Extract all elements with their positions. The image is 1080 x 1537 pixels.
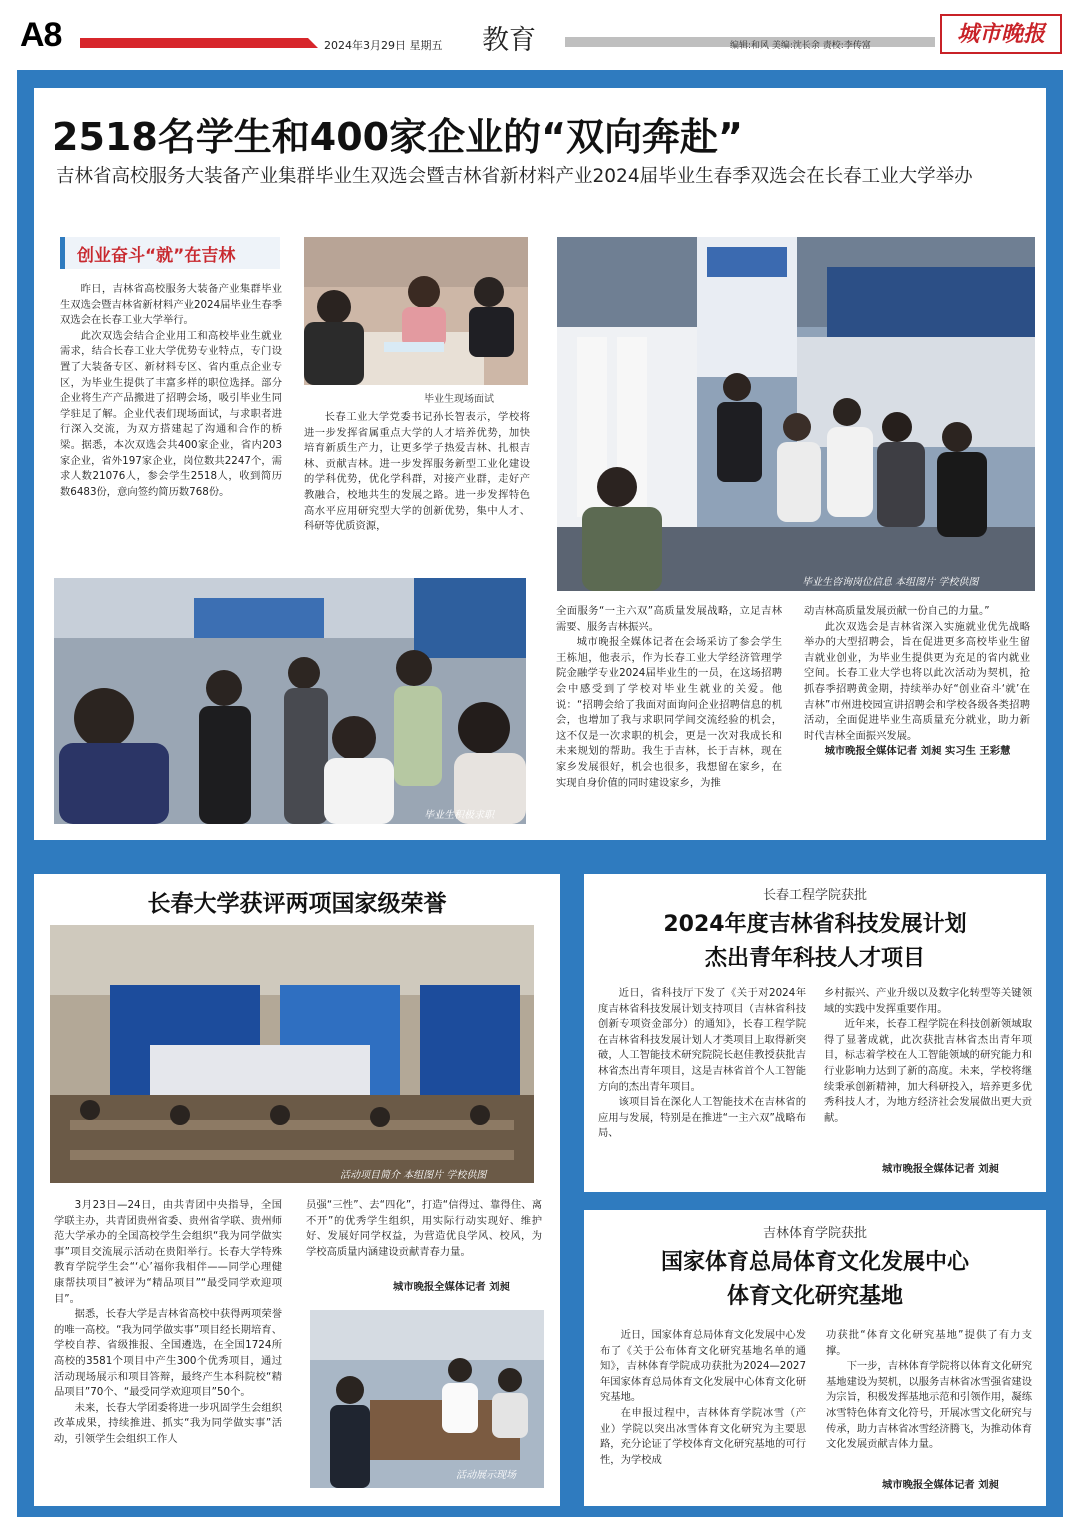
paragraph: 乡村振兴、产业升级以及数字化转型等关键领域的实践中发挥重要作用。 [824, 987, 1032, 1015]
cu-column-2 [306, 1198, 542, 1260]
photo-interview-image [304, 237, 528, 385]
photo-students-caption: 毕业生积极求职 [424, 810, 494, 821]
red-rule [80, 38, 308, 48]
paragraph: 此次双选会结合企业用工和高校毕业生就业需求，结合长春工业大学优势专业特点，专门设置了大装备专区、新材料专区、省内重点企业专区，为毕业生提供了丰富多样的职位选择。部分企业将生产产品搬进了招聘会场，吸引毕业生同学驻足了解。企业代表们现场面试，与求职者进行深入交流，为双方搭建起了沟通和合作的桥梁。据悉，本次双选会共400家企业，省内203家企业，省外197家企业，岗位数共2247个，需求人数21076人，参会学生2518人，收到简历数6483份，意向签约简历数768份。 [60, 329, 282, 498]
cu-column-1 [54, 1198, 282, 1448]
lead-headline: 2518名学生和400家企业的“双向奔赴” [52, 115, 744, 159]
sport-byline: 城市晚报全媒体记者 刘昶 [882, 1479, 999, 1491]
photo-cu-event [50, 925, 534, 1183]
page-number: A8 [20, 16, 62, 54]
paragraph: 该项目旨在深化人工智能技术在吉林省的应用与发展，特别是在推进“一主六双”战略布局、 [598, 1096, 806, 1140]
sport-headline-line-2: 体育文化研究基地 [726, 1284, 903, 1309]
cu-byline: 城市晚报全媒体记者 刘昶 [393, 1281, 510, 1293]
lead-kicker-text: 创业奋斗“就”在吉林 [77, 246, 236, 266]
section-name: 教育 [482, 25, 536, 56]
paragraph: 在申报过程中，吉林体育学院冰雪（产业）学院以突出冰雪体育文化研究为主要思路，充分论证了学校体育文化研究基地的可行性，为学校成 [600, 1406, 806, 1466]
photo-interview [304, 237, 528, 385]
paragraph: 近日，省科技厅下发了《关于对2024年度吉林省科技发展计划支持项目（吉林省科技创新专项资金部分）的通知》，长春工程学院在吉林省科技发展计划人才类项目上取得新突破，人工智能技术研究院院长赵佳教授获批吉林省杰出青年项目，这是吉林省首个人工智能方向的杰出青年项目。 [598, 987, 806, 1093]
paragraph: 近日，国家体育总局体育文化发展中心发布了《关于公布体育文化研究基地名单的通知》，吉林体育学院成功获批为2024—2027年国家体育总局体育文化发展中心体育文化研究基地。 [600, 1329, 806, 1404]
lead-column-2 [304, 410, 530, 535]
eng-headline-line-1: 2024年度吉林省科技发展计划 [663, 912, 967, 937]
sport-headline-line-1: 国家体育总局体育文化发展中心 [660, 1250, 969, 1275]
photo-job-fair-image [557, 237, 1035, 591]
eng-column-2 [824, 986, 1032, 1126]
photo-cu-event-image [50, 925, 534, 1183]
issue-date: 2024年3月29日 星期五 [324, 39, 443, 52]
paragraph: 未来，长春大学团委将进一步巩固学生会组织改革成果，持续推进、抓实“我为同学做实事”活动，引领学生会组织工作人 [54, 1401, 282, 1445]
editor-credits: 编辑:和风 美编:沈长余 责校:李传富 [730, 41, 871, 51]
paragraph: 长春工业大学党委书记孙长智表示，学校将进一步发挥省属重点大学的人才培养优势，加快培育新质生产力，让更多学子热爱吉林、扎根吉林、贡献吉林。进一步发挥服务新型工业化建设的学科优势，优化学科群，对接产业群，走好产教融合，校地共生的发展之路。进一步发挥特色高水平应用研究型大学的创新优势，集中人才、科研等优质资源， [304, 411, 530, 533]
eng-byline: 城市晚报全媒体记者 刘昶 [882, 1163, 999, 1175]
newspaper-logo: 城市晚报 [940, 14, 1062, 54]
paragraph: 功获批“体育文化研究基地”提供了有力支撑。 [826, 1329, 1032, 1357]
cu-headline: 长春大学获评两项国家级荣誉 [147, 891, 447, 917]
paragraph: 城市晚报全媒体记者在会场采访了参会学生王栋旭，他表示，作为长春工业大学经济管理学院金融学专业2024届毕业生的一员，在这场招聘会中感受到了学校对毕业生就业的关爱。他说：“招聘会给了我面对面询问企业招聘信息的机会，也增加了我与求职同学间交流经验的机会，这不仅是一次求职的机会，更是一次对我成长和未来规划的帮助。我生于吉林，长于吉林，现在家乡发展很好，机会也很多，我想留在家乡，在实现自身价值的同时建设家乡，为推 [556, 636, 782, 789]
sport-kicker: 吉林体育学院获批 [762, 1226, 867, 1241]
photo-cu-event-caption: 活动项目简介 本组图片 学校供图 [340, 1170, 487, 1181]
photo-job-fair-hall [557, 237, 1035, 591]
photo-cu-exhibit-image [310, 1310, 544, 1488]
lead-column-4 [804, 604, 1030, 760]
paragraph: 3月23日—24日，由共青团中央指导，全国学联主办，共青团贵州省委、贵州省学联、贵州师范大学承办的全国高校学生会组织“我为同学做实事”项目交流展示活动在贵阳举行。长春大学特殊教育学院学生会“‘心’福你我相伴——同学心理健康帮扶项目”被评为“精品项目”“最受同学欢迎项目”。 [54, 1199, 282, 1305]
photo-job-fair-caption: 毕业生咨询岗位信息 本组图片 学校供图 [802, 577, 979, 588]
paragraph: 此次双选会是吉林省深入实施就业优先战略举办的大型招聘会，旨在促进更多高校毕业生留吉就业创业，为毕业生提供更为充足的省内就业空间。长春工业大学也将以此次活动为契机，抢抓春季招聘黄金期，持续举办好“创业奋斗‘就’在吉林”市州进校园宣讲招聘会和学校各级各类招聘活动，全面促进毕业生高质量充分就业，助力新时代吉林全面振兴发展。 [804, 620, 1030, 742]
lead-kicker [60, 237, 280, 269]
paragraph: 下一步，吉林体育学院将以体育文化研究基地建设为契机，以服务吉林省冰雪强省建设为宗旨，积极发挥基地示范和引领作用，凝练冰雪特色体育文化符号，开展冰雪文化研究与传承，助力吉林省冰雪经济腾飞，为推动体育文化发展贡献吉体力量。 [826, 1360, 1032, 1451]
masthead [0, 0, 1080, 68]
eng-column-1 [598, 986, 806, 1142]
sport-column-2 [826, 1328, 1032, 1453]
photo-cu-exhibit [310, 1310, 544, 1488]
paragraph: 动吉林高质量发展贡献一份自己的力量。” [804, 605, 990, 617]
photo-students-crowd [54, 578, 526, 824]
lead-subhead: 吉林省高校服务大装备产业集群毕业生双选会暨吉林省新材料产业2024届毕业生春季双选会在长春工业大学举办 [56, 166, 973, 187]
photo-students-image [54, 578, 526, 824]
paragraph: 全面服务“一主六双”高质量发展战略，立足吉林需要、服务吉林振兴。 [556, 605, 782, 633]
paragraph: 据悉，长春大学是吉林省高校中获得两项荣誉的唯一高校。“我为同学做实事”项目经长期培育、学校自荐、省级推报、全国遴选，在全国1724所高校的3581个项目中产生300个优秀项目，通过活动现场展示和项目答辩，最终产生本科院校“精品项目”70个、“最受同学欢迎项目”50个。 [54, 1308, 282, 1399]
eng-headline-line-2: 杰出青年科技人才项目 [704, 946, 925, 971]
photo-interview-caption: 毕业生现场面试 [424, 394, 494, 405]
paragraph: 员强“三性”、去“四化”，打造“信得过、靠得住、离不开”的优秀学生组织，用实际行动实现好、维护好、发展好同学权益，为营造优良学风、校风，为学校高质量内涵建设贡献青春力量。 [306, 1199, 542, 1258]
lead-column-3 [556, 604, 782, 791]
sport-column-1 [600, 1328, 806, 1468]
photo-cu-exhibit-caption: 活动展示现场 [456, 1470, 516, 1481]
paragraph: 近年来，长春工程学院在科技创新领域取得了显著成就，此次获批吉林省杰出青年项目，标志着学校在人工智能领域的研究能力和行业影响力达到了新的高度。未来，学校将继续秉承创新精神，加大科研投入，培养更多优秀科技人才，为地方经济社会发展做出更大贡献。 [824, 1018, 1032, 1124]
eng-kicker: 长春工程学院获批 [762, 888, 867, 903]
lead-byline: 城市晚报全媒体记者 刘昶 实习生 王彩慧 [824, 745, 1011, 758]
lead-column-1 [60, 282, 282, 500]
paragraph: 昨日，吉林省高校服务大装备产业集群毕业生双选会暨吉林省新材料产业2024届毕业生春季双选会在长春工业大学举行。 [60, 283, 282, 327]
